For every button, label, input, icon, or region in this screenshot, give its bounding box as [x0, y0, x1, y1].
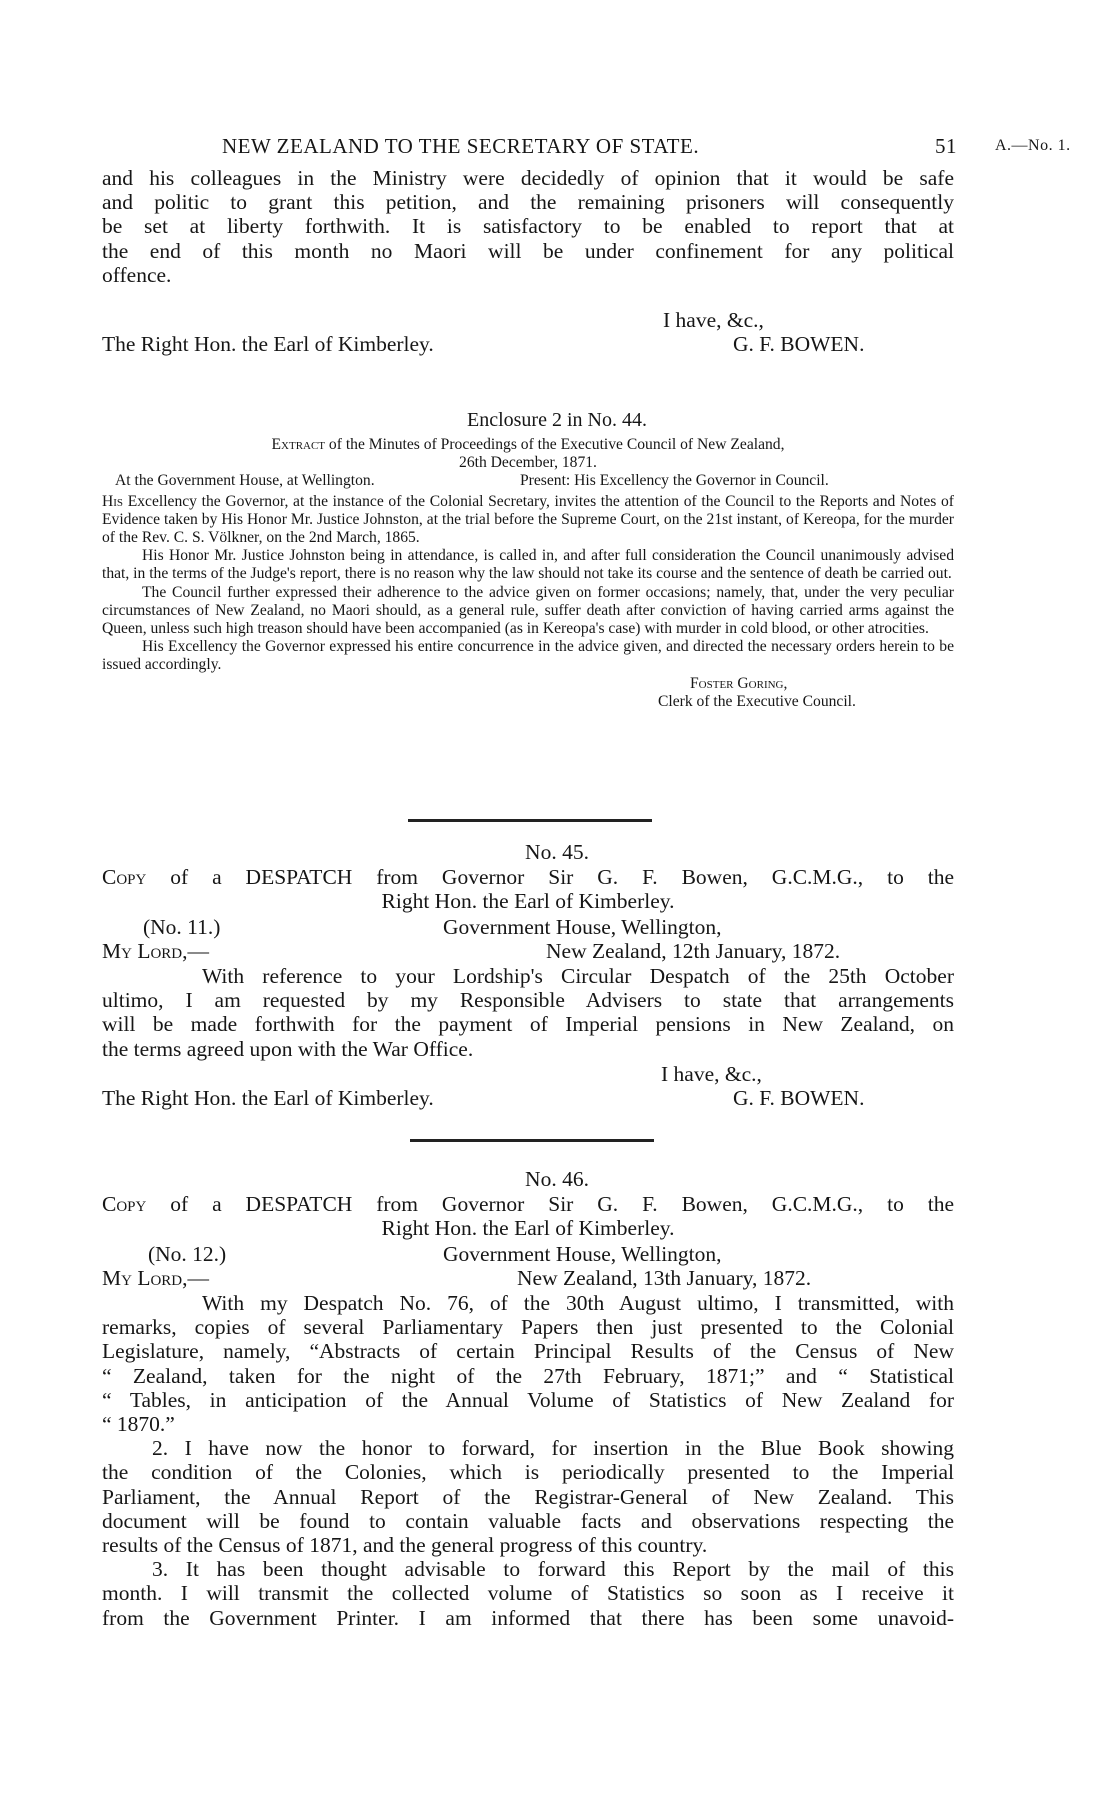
despatch-number: No. 46. — [525, 1167, 589, 1191]
body-line: Legislature, namely, “Abstracts of certain Principal Results of the Census of New — [102, 1339, 954, 1364]
continuation-line: be set at liberty forthwith. It is satisfactory to be enabled to report that at — [102, 214, 954, 239]
body-line: With reference to your Lordship's Circular Despatch of the 25th October — [202, 964, 954, 988]
page-number: 51 — [935, 134, 957, 158]
despatch-date: New Zealand, 12th January, 1872. — [546, 939, 841, 963]
despatch-title-line2: Right Hon. the Earl of Kimberley. — [381, 889, 675, 913]
header-title: NEW ZEALAND TO THE SECRETARY OF STATE. — [222, 134, 700, 158]
body-line: the condition of the Colonies, which is periodically presented to the Imperial — [102, 1460, 954, 1485]
body-line: will be made forthwith for the payment of Imperial pensions in New Zealand, on — [102, 1012, 954, 1037]
body-line: from the Government Printer. I am informed that there has been some unavoid- — [102, 1605, 954, 1630]
continuation-text — [102, 166, 954, 287]
closing-formula: I have, &c., — [663, 308, 764, 332]
despatch-ref: (No. 12.) — [148, 1242, 227, 1266]
body-line: “ Zealand, taken for the night of the 27th February, 1871;” and “ Statistical — [102, 1363, 954, 1388]
extract-rest: of the Minutes of Proceedings of the Executive Council of New Zealand, — [325, 436, 785, 453]
body-line: Parliament, the Annual Report of the Registrar-General of New Zealand. This — [102, 1484, 954, 1509]
body-line: document will be found to contain valuable facts and observations respecting the — [102, 1508, 954, 1533]
enclosure-heading: Enclosure 2 in No. 44. — [467, 409, 647, 431]
enclosure-paragraph: The Council further expressed their adherence to the advice given on former occasions; namely, that, under the very peculiar circumstances of New Zealand, no Maori should, as a general rule, suffer death after conviction of having carried arms against the Queen, unless such high treason should have been accompanied (as in Kereopa's case) with murder in cold blood, or other atrocities. — [102, 583, 954, 638]
despatch-body — [102, 964, 954, 1061]
signer-title: Clerk of the Executive Council. — [658, 692, 856, 710]
body-line: 3. It has been thought advisable to forward this Report by the mail of this — [152, 1557, 954, 1582]
closing-formula: I have, &c., — [661, 1062, 762, 1086]
continuation-line: and his colleagues in the Ministry were decidedly of opinion that it would be safe — [102, 166, 954, 190]
body-line: “ 1870.” — [102, 1412, 175, 1437]
extract-date: 26th December, 1871. — [459, 454, 597, 472]
continuation-line: offence. — [102, 262, 172, 287]
copy-caps: Copy — [102, 1192, 147, 1216]
enclosure-heading-wrap — [0, 408, 1114, 432]
despatch-place: Government House, Wellington, — [443, 915, 722, 939]
addressee: The Right Hon. the Earl of Kimberley. — [102, 1086, 434, 1110]
despatch-46 — [0, 1167, 1114, 1630]
title-text: of a DESPATCH from Governor Sir G. F. Bowen, G.C.M.G., to the — [146, 865, 954, 889]
signer-name: Foster Goring, — [690, 674, 788, 692]
enclosure-body — [102, 436, 954, 713]
signature: G. F. BOWEN. — [733, 332, 865, 356]
body-line: ultimo, I am requested by my Responsible Advisers to state that arrangements — [102, 988, 954, 1013]
despatch-title — [102, 1192, 954, 1216]
extract-caps: Extract — [271, 436, 326, 453]
his-caps: His — [102, 492, 124, 510]
continuation-line: the end of this month no Maori will be under confinement for any political — [102, 238, 954, 263]
copy-caps: Copy — [102, 865, 147, 889]
place-present-row — [102, 472, 954, 490]
enclosure-paragraph — [102, 493, 954, 548]
body-line: remarks, copies of several Parliamentary Papers then just presented to the Colonial — [102, 1315, 954, 1340]
section-divider — [410, 1139, 654, 1142]
body-line: the terms agreed upon with the War Office. — [102, 1036, 474, 1061]
paragraph-text: Excellency the Governor, at the instance of the Colonial Secretary, invites the attention of the Council to the Reports and Notes of Evidence taken by His Honor Mr. Justice Johnston, at the trial before the Supreme Court, on the 21st instant, of Kereopa, for the murder of the Rev. C. S. Völkner, on the 2nd March, 1865. — [102, 492, 954, 546]
continuation-line: and politic to grant this petition, and the remaining prisoners will consequently — [102, 190, 954, 215]
despatch-body — [102, 1291, 954, 1630]
addressee: The Right Hon. the Earl of Kimberley. — [102, 332, 434, 356]
despatch-title — [102, 865, 954, 889]
present-line: Present: His Excellency the Governor in Council. — [520, 472, 829, 490]
session-number: A.—No. 1. — [995, 137, 1071, 154]
despatch-title-line2: Right Hon. the Earl of Kimberley. — [381, 1216, 675, 1240]
enclosure-signature-block — [102, 675, 954, 713]
body-line: With my Despatch No. 76, of the 30th August ultimo, I transmitted, with — [202, 1291, 954, 1315]
enclosure-paragraph: His Excellency the Governor expressed his entire concurrence in the advice given, and directed the necessary orders herein to be issued accordingly. — [102, 638, 954, 674]
salutation: My Lord,— — [102, 1266, 210, 1290]
body-line: month. I will transmit the collected volume of Statistics so soon as I receive it — [102, 1581, 954, 1606]
running-header — [0, 134, 1114, 160]
despatch-45 — [0, 840, 1114, 1110]
despatch-place: Government House, Wellington, — [443, 1242, 722, 1266]
title-text: of a DESPATCH from Governor Sir G. F. Bowen, G.C.M.G., to the — [146, 1192, 954, 1216]
body-line: results of the Census of 1871, and the general progress of this country. — [102, 1533, 708, 1558]
despatch-number: No. 45. — [525, 840, 589, 864]
despatch-date: New Zealand, 13th January, 1872. — [517, 1266, 812, 1290]
despatch-ref: (No. 11.) — [143, 915, 221, 939]
enclosure-paragraph: His Honor Mr. Justice Johnston being in attendance, is called in, and after full consideration the Council unanimously advised that, in the terms of the Judge's report, there is no reason why the law should not take its course and the sentence of death be carried out. — [102, 547, 954, 583]
signature: G. F. BOWEN. — [733, 1086, 865, 1110]
extract-line — [102, 436, 954, 454]
meeting-place: At the Government House, at Wellington. — [115, 472, 375, 490]
section-divider — [408, 819, 652, 822]
salutation: My Lord,— — [102, 939, 210, 963]
body-line: “ Tables, in anticipation of the Annual Volume of Statistics of New Zealand for — [102, 1387, 954, 1412]
body-line: 2. I have now the honor to forward, for insertion in the Blue Book showing — [152, 1436, 954, 1461]
